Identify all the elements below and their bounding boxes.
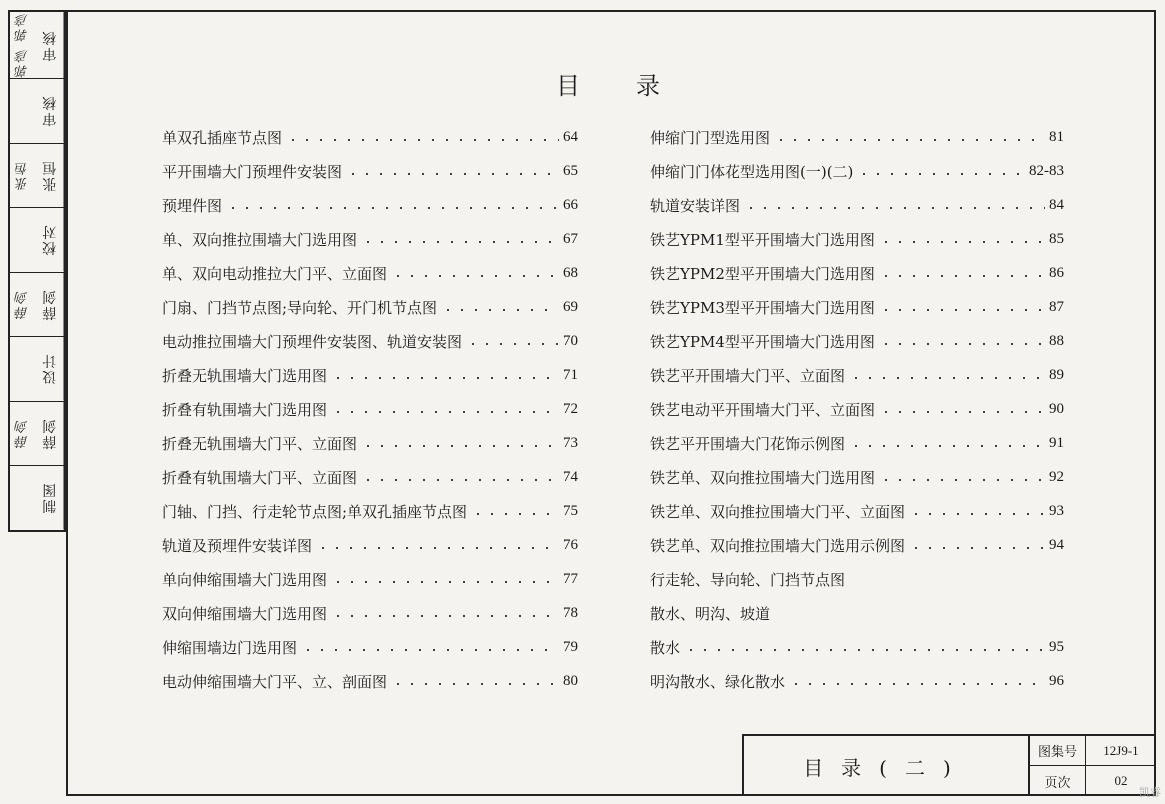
toc-entry-page: 80 <box>563 672 578 689</box>
toc-leader-dots <box>226 207 559 209</box>
toc-entry-page: 91 <box>1049 434 1064 451</box>
toc-entry <box>162 256 578 290</box>
toc-entry-page: 68 <box>563 264 578 281</box>
signature-cell <box>10 12 64 79</box>
toc-entry-page: 81 <box>1049 128 1064 145</box>
title-block <box>742 734 1156 796</box>
toc-entry <box>162 426 578 460</box>
toc-entry-page: 79 <box>563 638 578 655</box>
toc-entry-page: 95 <box>1049 638 1064 655</box>
atlas-number-value: 12J9-1 <box>1086 736 1156 766</box>
toc-entry-label: 电动伸缩围墙大门平、立、剖面图 <box>162 672 388 691</box>
toc-entry <box>162 664 578 698</box>
signature-name: 薛剑 <box>15 289 31 320</box>
toc-entry-label: 铁艺YPM4型平开围墙大门选用图 <box>650 332 875 351</box>
toc-entry-label: 铁艺平开围墙大门花饰示例图 <box>650 434 846 453</box>
toc-leader-dots <box>849 377 1045 379</box>
toc-entry-label: 散水 <box>650 638 681 657</box>
toc-entry-label: 伸缩门门体花型选用图(一)(二) <box>650 162 854 181</box>
signature-role: 张恒 <box>37 144 65 208</box>
toc-entry-label: 铁艺YPM3型平开围墙大门选用图 <box>650 298 875 317</box>
signature-cell <box>10 402 64 467</box>
toc-entry <box>650 188 1064 222</box>
toc-entry <box>162 324 578 358</box>
toc-entry-label: 单、双向电动推拉大门平、立面图 <box>162 264 388 283</box>
toc-entry-page: 88 <box>1049 332 1064 349</box>
signature-cell <box>10 79 64 144</box>
page-number-value: 02 <box>1114 773 1128 788</box>
toc-entry <box>650 358 1064 392</box>
corner-watermark: 凯睿 <box>1139 786 1161 799</box>
toc-entry-label: 铁艺单、双向推拉围墙大门平、立面图 <box>650 502 906 521</box>
toc-leader-dots <box>849 445 1045 447</box>
toc-entry-label: 电动推拉围墙大门预埋件安装图、轨道安装图 <box>162 332 463 351</box>
toc-left-column <box>162 120 578 698</box>
toc-entry-label: 门扇、门挡节点图;导向轮、开门机节点图 <box>162 298 438 317</box>
toc-entry-page: 77 <box>563 570 578 587</box>
toc-entry <box>650 664 1064 698</box>
toc-entry-page: 69 <box>563 298 578 315</box>
signature-name: 张恒 <box>15 160 31 191</box>
toc-entry-page: 78 <box>563 604 578 621</box>
toc-leader-dots <box>789 683 1045 685</box>
toc-entry <box>162 392 578 426</box>
signature-cell <box>10 144 64 209</box>
toc-entry <box>162 528 578 562</box>
toc-entry-label: 轨道安装详图 <box>650 196 741 215</box>
toc-entry-label: 门轴、门挡、行走轮节点图;单双孔插座节点图 <box>162 502 468 521</box>
toc-entry-page: 82-83 <box>1029 162 1064 179</box>
toc-entry-label: 明沟散水、绿化散水 <box>650 672 786 691</box>
toc-entry <box>162 460 578 494</box>
toc-entry-page: 96 <box>1049 672 1064 689</box>
page-title: 目录 <box>556 72 716 100</box>
toc-entry-label: 铁艺平开围墙大门平、立面图 <box>650 366 846 385</box>
signature-name: 郭彦 郭彦 <box>15 12 31 79</box>
toc-right-column <box>650 120 1064 698</box>
toc-leader-dots <box>879 275 1045 277</box>
toc-entry-page: 89 <box>1049 366 1064 383</box>
toc-leader-dots <box>471 513 559 515</box>
toc-entry-page: 65 <box>563 162 578 179</box>
toc-leader-dots <box>346 173 559 175</box>
toc-entry-page: 74 <box>563 468 578 485</box>
atlas-number-label: 图集号 <box>1030 736 1086 766</box>
toc-entry <box>650 630 1064 664</box>
signature-cell <box>10 337 64 402</box>
toc-entry-label: 单、双向推拉围墙大门选用图 <box>162 230 358 249</box>
toc-leader-dots <box>391 275 559 277</box>
toc-entry <box>162 154 578 188</box>
toc-entry-page: 84 <box>1049 196 1064 213</box>
toc-leader-dots <box>879 241 1045 243</box>
toc-leader-dots <box>331 615 559 617</box>
toc-entry <box>162 290 578 324</box>
toc-leader-dots <box>361 445 559 447</box>
toc-entry <box>650 120 1064 154</box>
toc-entry <box>162 188 578 222</box>
toc-entry-page: 64 <box>563 128 578 145</box>
toc-entry-label: 伸缩门门型选用图 <box>650 128 771 147</box>
toc-entry-page: 67 <box>563 230 578 247</box>
toc-entry <box>650 222 1064 256</box>
toc-entry-label: 单向伸缩围墙大门选用图 <box>162 570 328 589</box>
toc-entry <box>650 324 1064 358</box>
toc-entry-label: 折叠有轨围墙大门选用图 <box>162 400 328 419</box>
toc-entry-label: 双向伸缩围墙大门选用图 <box>162 604 328 623</box>
toc-leader-dots <box>744 207 1045 209</box>
toc-entry-label: 折叠无轨围墙大门平、立面图 <box>162 434 358 453</box>
toc-entry-page: 85 <box>1049 230 1064 247</box>
toc-entry-label: 铁艺YPM2型平开围墙大门选用图 <box>650 264 875 283</box>
toc-entry-label: 伸缩围墙边门选用图 <box>162 638 298 657</box>
signature-name <box>10 466 37 530</box>
toc-leader-dots <box>301 649 559 651</box>
toc-entry-label: 铁艺YPM1型平开围墙大门选用图 <box>650 230 875 249</box>
signature-name <box>10 208 37 272</box>
toc-entry-label: 折叠无轨围墙大门选用图 <box>162 366 328 385</box>
toc-entry-page: 72 <box>563 400 578 417</box>
toc-entry <box>162 562 578 596</box>
toc-leader-dots <box>879 479 1045 481</box>
toc-entry-page: 93 <box>1049 502 1064 519</box>
toc-entry-page: 94 <box>1049 536 1064 553</box>
toc-entry <box>650 392 1064 426</box>
signature-role: 薛剑 <box>37 402 65 466</box>
toc-section-heading: 散水、明沟、坡道 <box>650 604 771 623</box>
toc-entry <box>162 358 578 392</box>
toc-leader-dots <box>684 649 1045 651</box>
signature-role: 审核 <box>37 79 65 143</box>
signature-role: 制图 <box>37 466 65 530</box>
toc-leader-dots <box>331 581 559 583</box>
signature-role: 校对 <box>37 208 65 272</box>
toc-entry <box>650 494 1064 528</box>
toc-entry <box>162 494 578 528</box>
toc-entry-page: 92 <box>1049 468 1064 485</box>
toc-entry-label: 轨道及预埋件安装详图 <box>162 536 313 555</box>
toc-leader-dots <box>909 547 1045 549</box>
page-number-label: 页次 <box>1030 766 1086 796</box>
toc-entry-page: 87 <box>1049 298 1064 315</box>
toc-entry-label: 单双孔插座节点图 <box>162 128 283 147</box>
toc-leader-dots <box>286 139 559 141</box>
toc-entry-page: 76 <box>563 536 578 553</box>
title-block-title: 目录(二) <box>744 736 1030 796</box>
toc-entry <box>650 460 1064 494</box>
toc-entry-page: 90 <box>1049 400 1064 417</box>
toc-leader-dots <box>316 547 559 549</box>
toc-entry <box>650 256 1064 290</box>
toc-entry <box>650 426 1064 460</box>
toc-entry-label: 铁艺电动平开围墙大门平、立面图 <box>650 400 876 419</box>
toc-entry-label: 铁艺单、双向推拉围墙大门选用示例图 <box>650 536 906 555</box>
signature-name: 薛剑 <box>15 418 31 449</box>
toc-leader-dots <box>879 411 1045 413</box>
toc-entry-label: 平开围墙大门预埋件安装图 <box>162 162 343 181</box>
toc-entry <box>162 630 578 664</box>
toc-entry <box>650 154 1064 188</box>
signature-cell <box>10 466 64 530</box>
toc-entry-page: 71 <box>563 366 578 383</box>
signature-role: 审核 <box>37 12 65 78</box>
toc-leader-dots <box>466 343 559 345</box>
toc-entry <box>162 596 578 630</box>
signature-name <box>10 337 37 401</box>
toc-entry <box>162 120 578 154</box>
toc-leader-dots <box>331 377 559 379</box>
toc-entry <box>650 290 1064 324</box>
toc-leader-dots <box>879 343 1045 345</box>
toc-leader-dots <box>391 683 559 685</box>
toc-leader-dots <box>879 309 1045 311</box>
toc-leader-dots <box>774 139 1045 141</box>
toc-entry-label: 铁艺单、双向推拉围墙大门选用图 <box>650 468 876 487</box>
toc-leader-dots <box>441 309 559 311</box>
toc-entry-label: 预埋件图 <box>162 196 223 215</box>
signature-cell <box>10 273 64 338</box>
toc-continuation-line: 行走轮、导向轮、门挡节点图 <box>650 570 846 589</box>
toc-leader-dots <box>331 411 559 413</box>
signature-strip <box>8 10 66 532</box>
toc-entry-page: 66 <box>563 196 578 213</box>
toc-entry <box>650 528 1064 562</box>
toc-leader-dots <box>909 513 1045 515</box>
signature-name <box>10 79 37 143</box>
toc-leader-dots <box>361 241 559 243</box>
signature-cell <box>10 208 64 273</box>
toc-leader-dots <box>361 479 559 481</box>
toc-entry-page: 73 <box>563 434 578 451</box>
toc-leader-dots <box>857 173 1025 175</box>
toc-entry-page: 70 <box>563 332 578 349</box>
toc-entry-page: 86 <box>1049 264 1064 281</box>
toc-entry-page: 75 <box>563 502 578 519</box>
signature-role: 设计 <box>37 337 65 401</box>
toc-entry <box>162 222 578 256</box>
signature-role: 薛剑 <box>37 273 65 337</box>
toc-entry-label: 折叠有轨围墙大门平、立面图 <box>162 468 358 487</box>
